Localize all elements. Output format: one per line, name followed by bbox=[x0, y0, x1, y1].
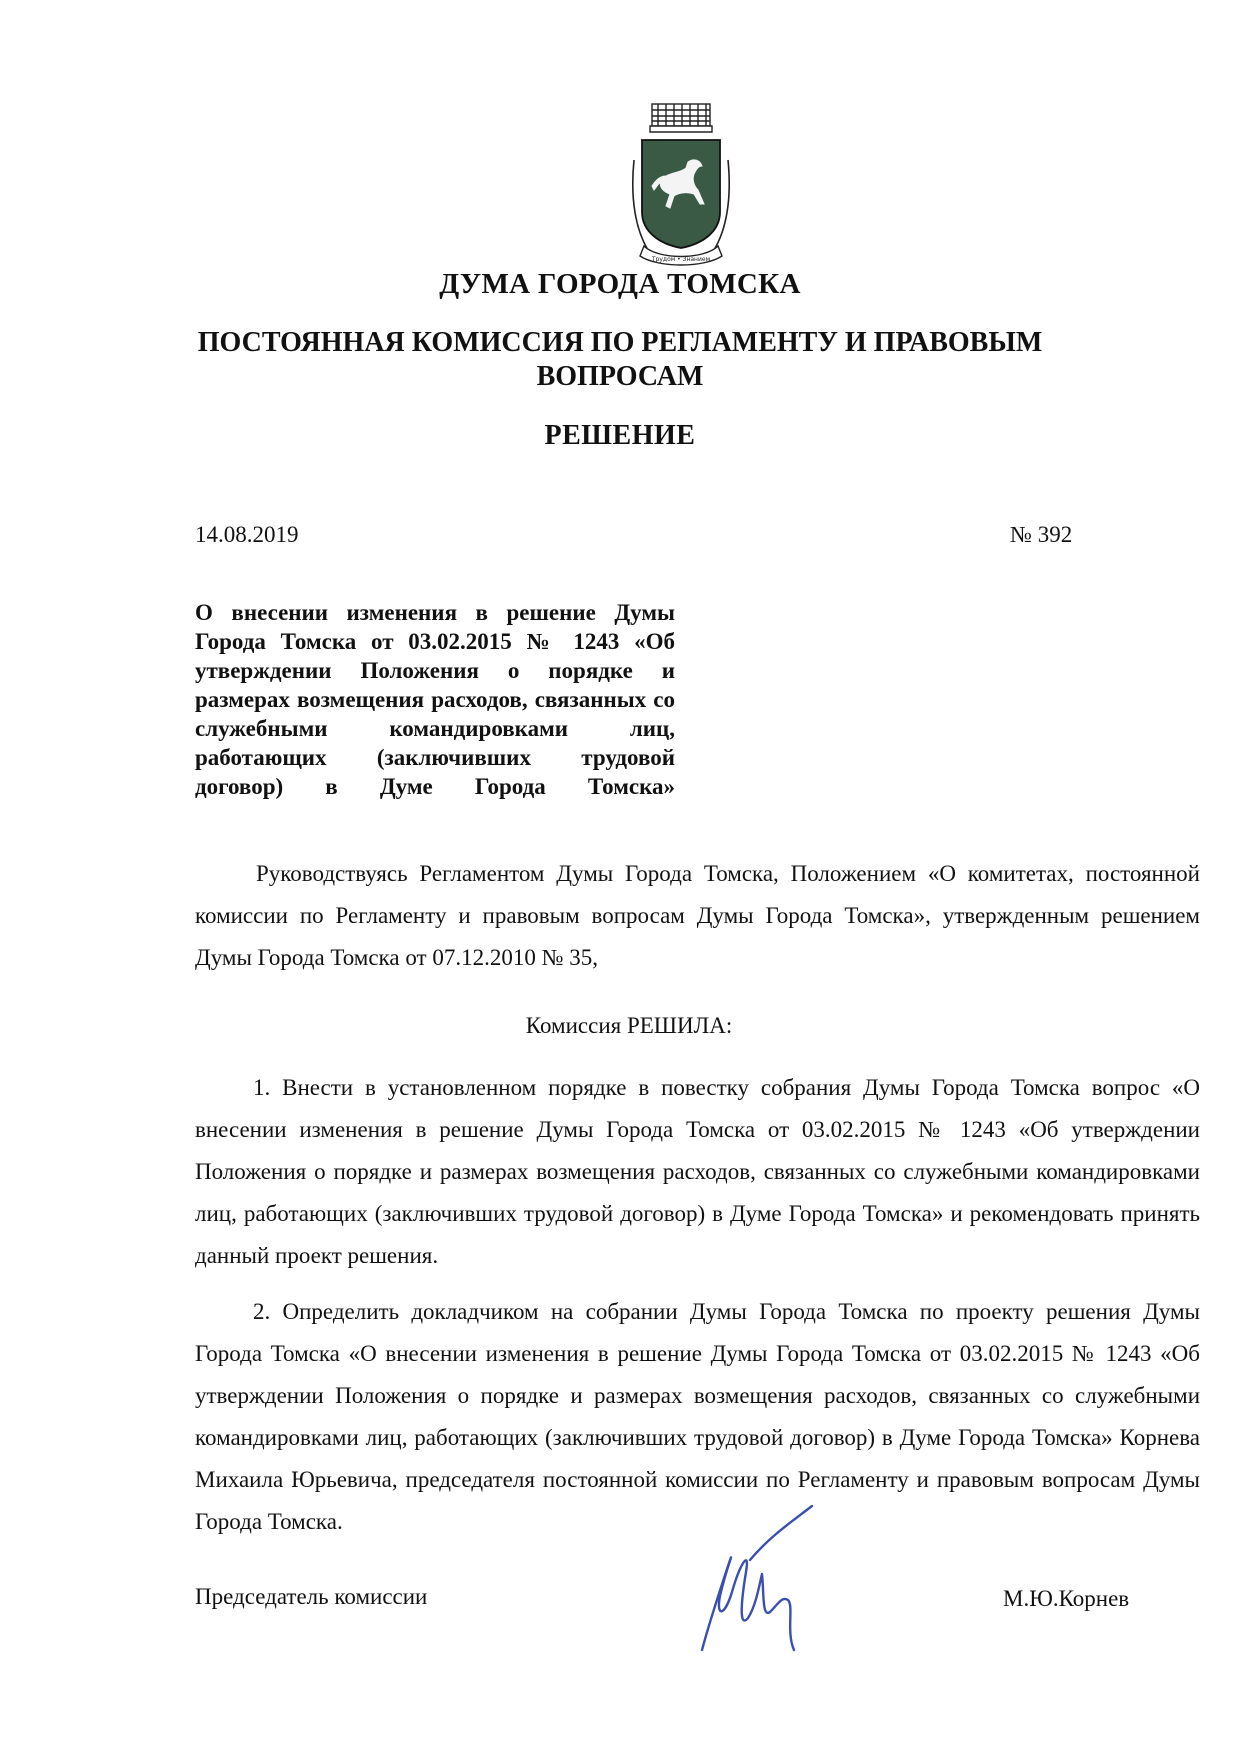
commission-title bbox=[0, 326, 1240, 394]
signature-icon bbox=[690, 1500, 830, 1660]
subject-last: Города Томска» bbox=[474, 774, 675, 799]
organization-title: ДУМА ГОРОДА ТОМСКА bbox=[439, 268, 801, 300]
preamble-paragraph: Руководствуясь Регламентом Думы Города Томска, Положением «О комитетах, постоянной комиссии по Регламенту и правовым вопросам Думы Города Томска», утвержденным решением Думы Города Томска от 07.12.2010 № 35, bbox=[195, 861, 1200, 970]
subject-main: О внесении изменения в решение Думы Города Томска от 03.02.2015 № 1243 «Об утверждении Положения о порядке и размерах возмещения расходов, связанных со служебными командировками лиц, работающих (заключивших трудовой договор) в Думе bbox=[195, 600, 675, 799]
document-date: 14.08.2019 bbox=[195, 522, 299, 547]
document-subject bbox=[195, 598, 675, 801]
signatory-name: М.Ю.Корнев bbox=[1003, 1586, 1130, 1611]
commission-title-line-2: ВОПРОСАМ bbox=[536, 361, 704, 392]
document-type: РЕШЕНИЕ bbox=[544, 420, 696, 451]
item-1-paragraph: 1. Внести в установленном порядке в повестку собрания Думы Города Томска вопрос «О внесении изменения в решение Думы Города Томска от 03.02.2015 № 1243 «Об утверждении Положения о порядке и размерах возмещения расходов, связанных со служебными командировками лиц, работающих (заключивших трудовой договор) в Думе Города Томска» и рекомендовать принять данный проект решения. bbox=[195, 1075, 1200, 1268]
commission-title-line-1: ПОСТОЯННАЯ КОМИССИЯ ПО РЕГЛАМЕНТУ И ПРАВОВЫМ bbox=[197, 327, 1043, 358]
coat-of-arms-icon bbox=[628, 100, 734, 270]
document-number: № 392 bbox=[1010, 522, 1073, 547]
item-2-paragraph: 2. Определить докладчиком на собрании Думы Города Томска по проекту решения Думы Города Томска «О внесении изменения в решение Думы Города Томска от 03.02.2015 № 1243 «Об утверждении Положения о порядке и размерах возмещения расходов, связанных со служебными командировками лиц, работающих (заключивших трудовой договор) в Думе Города Томска» Корнева Михаила Юрьевича, председателя постоянной комиссии по Регламенту и правовым вопросам Думы Города Томска. bbox=[195, 1299, 1200, 1534]
signatory-position: Председатель комиссии bbox=[195, 1584, 428, 1609]
svg-text:Трудом • Знанием: Трудом • Знанием bbox=[651, 256, 711, 263]
resolved-line: Комиссия РЕШИЛА: bbox=[525, 1013, 733, 1038]
